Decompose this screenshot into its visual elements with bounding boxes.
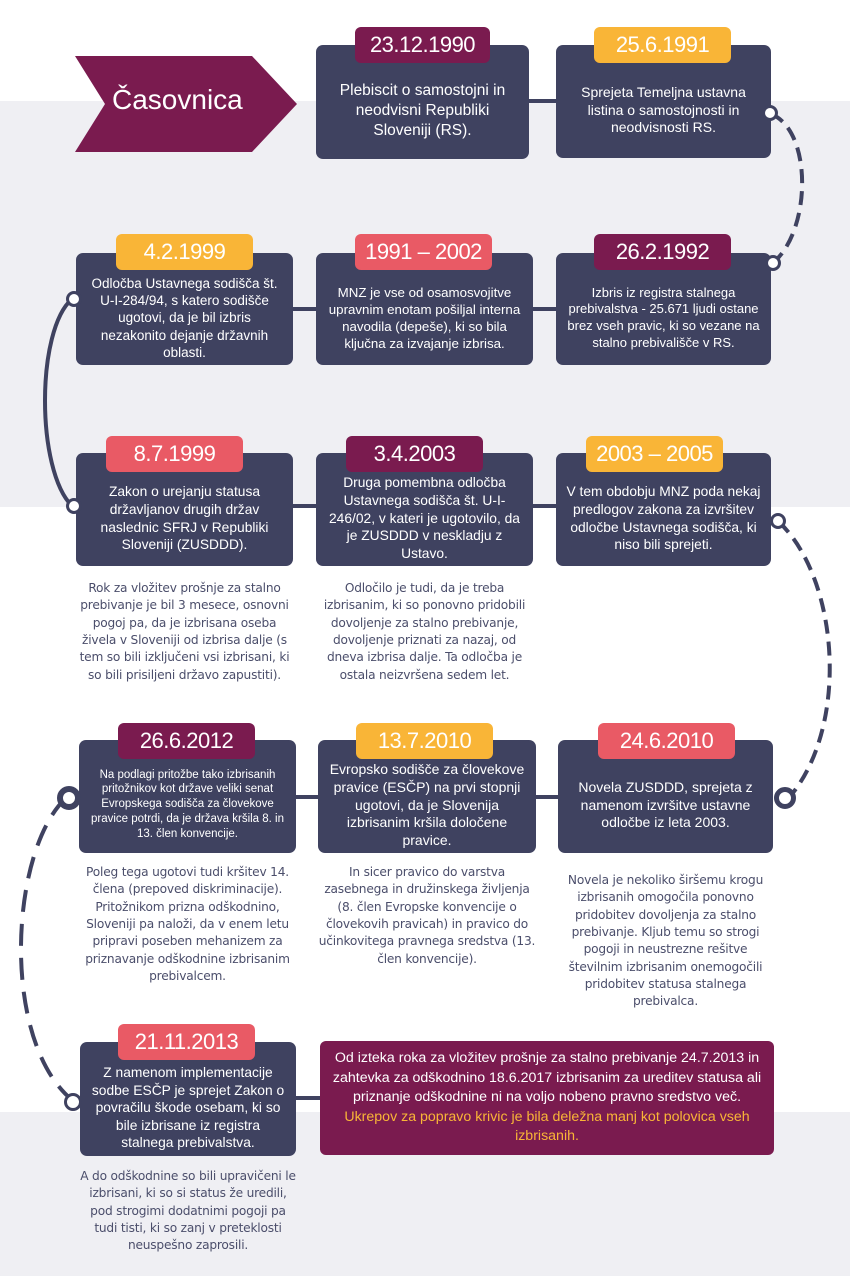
- event-text: Zakon o urejanju statusa državljanov drugih držav naslednic SFRJ v Republiki Sloveniji (ZUSDDD).: [100, 484, 269, 553]
- event-date: 26.2.1992: [594, 234, 731, 270]
- event-text: Odločba Ustavnega sodišča št. U-I-284/94, s katero sodišče ugotovi, da je bil izbris nezakonito dejanje državnih oblasti.: [91, 275, 278, 360]
- timeline-dot: [64, 1093, 82, 1111]
- event-date: 26.6.2012: [118, 723, 255, 759]
- event-date: 23.12.1990: [355, 27, 490, 63]
- page-title: Časovnica: [112, 84, 243, 115]
- event-text: Izbris iz registra stalnega prebivalstva - 25.671 ljudi ostane brez vseh pravic, ki so vezane na stalno prebivališče v RS.: [567, 284, 760, 350]
- connector: [779, 522, 830, 800]
- timeline-dot: [765, 255, 781, 271]
- event-text: Novela ZUSDDD, sprejeta z namenom izvršitve ustavne odločbe iz leta 2003.: [578, 778, 753, 831]
- event-date: 13.7.2010: [356, 723, 493, 759]
- event-text: Evropsko sodišče za človekove pravice (ESČP) na prvi stopnji ugotovi, da je Slovenija izbrisanim kršila določene pravice.: [329, 760, 525, 849]
- event-text: Z namenom implementacije sodbe ESČP je sprejet Zakon o povračilu škode osebam, ki so bile izbrisane iz registra stalnega prebivalstva.: [91, 1064, 285, 1151]
- event-text: V tem obdobju MNZ poda nekaj predlogov zakona za izvršitev odločbe Ustavnega sodišča, ki niso bili sprejeti.: [566, 484, 761, 553]
- timeline-dot: [66, 291, 82, 307]
- event-text: MNZ je vse od osamosvojitve upravnim enotam pošiljal interna navodila (depeše), ki so bila ključna za izvajanje izbrisa.: [328, 284, 521, 352]
- event-date: 8.7.1999: [106, 436, 243, 472]
- connector: [771, 114, 802, 262]
- event-date: 25.6.1991: [594, 27, 731, 63]
- event-note: Poleg tega ugotovi tudi kršitev 14. člena (prepoved diskriminacije). Pritožnikom prizna odškodnino, Sloveniji pa naloži, da v enem letu pripravi poseben mehanizem za priznavanje odškodnine izbrisanim prebivalcem.: [85, 865, 290, 983]
- summary-highlight: Ukrepov za popravo krivic je bila deležna manj kot polovica vseh izbrisanih.: [344, 1108, 750, 1145]
- event-date: 24.6.2010: [598, 723, 735, 759]
- timeline-dot: [770, 513, 786, 529]
- timeline-dot: [66, 498, 82, 514]
- connector: [21, 798, 72, 1100]
- event-date: 3.4.2003: [346, 436, 483, 472]
- summary-text: Od izteka roka za vložitev prošnje za stalno prebivanje 24.7.2013 in zahtevka za odškodnino 18.6.2017 izbrisanim za ureditev statusa ali priznanje odškodnine ni na voljo nobeno pravno sredstvo več.: [332, 1050, 762, 1106]
- event-text: Na podlagi pritožbe tako izbrisanih pritožnikov kot države veliki senat Evropskega sodišča za človekove pravice potrdi, da je država kršila 8. in 13. člen konvencije.: [90, 768, 285, 840]
- timeline-dot: [57, 786, 81, 810]
- event-note: Novela je nekoliko širšemu krogu izbrisanih omogočila ponovno pridobitev dovoljenja za stalno prebivanje. Kljub temu so strogi pogoji in neustrezne rešitve številnim izbrisanim onemogočili pridobitev statusa stalnega prebivalca.: [567, 873, 764, 1009]
- timeline-dot: [762, 105, 778, 121]
- connector: [45, 299, 72, 506]
- summary-box: [320, 1041, 774, 1155]
- event-text: Druga pomembna odločba Ustavnega sodišča št. U-I-246/02, v kateri je ugotovilo, da je ZUSDDD v neskladju z Ustavo.: [329, 475, 520, 561]
- timeline-dot: [774, 787, 796, 809]
- event-date: 1991 – 2002: [355, 234, 492, 270]
- event-date: 4.2.1999: [116, 234, 253, 270]
- event-date: 2003 – 2005: [586, 436, 723, 472]
- event-text: Plebiscit o samostojni in neodvisni Republiki Sloveniji (RS).: [339, 82, 506, 139]
- event-text: Sprejeta Temeljna ustavna listina o samostojnosti in neodvisnosti RS.: [581, 83, 746, 136]
- event-note: In sicer pravico do varstva zasebnega in družinskega življenja (8. člen Evropske konvencije o človekovih pravicah) in pravico do učinkovitega pravnega sredstva (13. člen konvencije).: [318, 865, 536, 966]
- event-date: 21.11.2013: [118, 1024, 255, 1060]
- event-note: A do odškodnine so bili upravičeni le izbrisani, ki so si status že uredili, pod strogimi dodatnimi pogoji pa tudi tisti, ki so zanj v preteklosti neuspešno zaprosili.: [80, 1169, 296, 1253]
- event-note: Odločilo je tudi, da je treba izbrisanim, ki so ponovno pridobili dovoljenje za stalno prebivanje, dovoljenje priznati za nazaj, od dneva izbrisa dalje. Ta odločba je ostala neizvršena sedem let.: [323, 581, 526, 682]
- event-note: Rok za vložitev prošnje za stalno prebivanje je bil 3 mesece, osnovni pogoj pa, da je izbrisana oseba živela v Sloveniji od izbrisa dalje (s tem so bili izključeni vsi izbrisani, ki so bili prisiljeni državo zapustiti).: [79, 581, 290, 682]
